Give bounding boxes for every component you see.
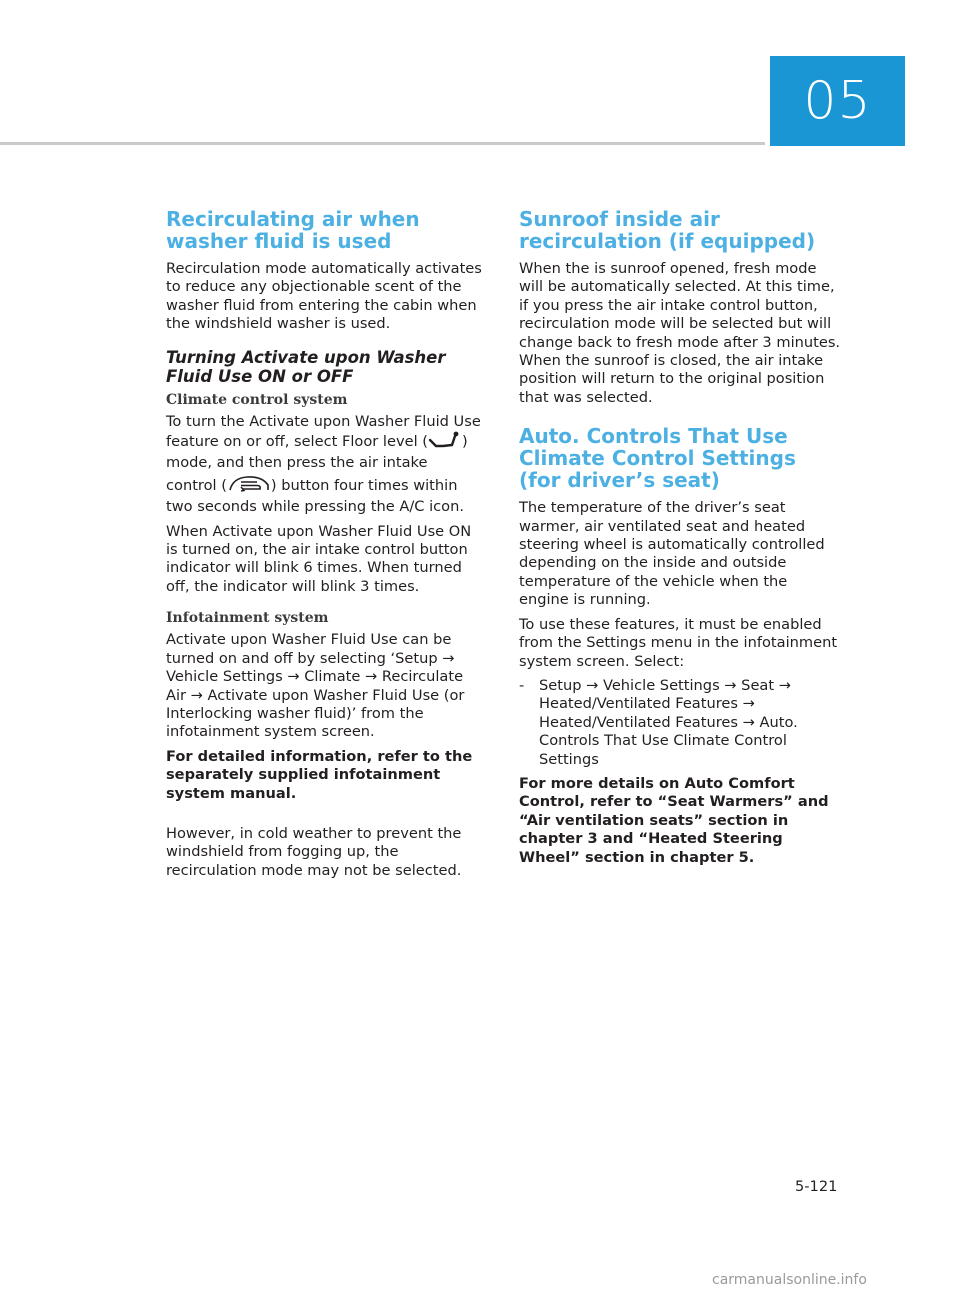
left-column: [166, 208, 482, 886]
page-number: 5-121: [795, 1178, 838, 1195]
floor-mode-icon: [428, 431, 462, 454]
air-intake-recirculation-icon: [227, 473, 271, 498]
list-item: [519, 677, 841, 769]
auto-controls-paragraph-2: To use these features, it must be enabled from the Settings menu in the infotainment system screen. Select:: [519, 615, 838, 670]
chapter-tab: 05: [770, 56, 905, 146]
section-heading-auto-controls: Auto. Controls That Use Climate Control Settings (for driver’s seat): [519, 424, 796, 493]
sunroof-paragraph: When the is sunroof opened, fresh mode will be automatically selected. At this time, if you press the air intake control button, recirculation mode will be selected but will change back to fresh mode after 3 minutes. When the sunroof is closed, the air intake position will return to the original position that was selected.: [519, 260, 841, 406]
watermark: carmanualsonline.info: [712, 1272, 867, 1288]
section-heading-sunroof: Sunroof inside air recirculation (if equipped): [519, 207, 816, 253]
list-dash: -: [519, 676, 525, 694]
auto-controls-note: For more details on Auto Comfort Control, refer to “Seat Warmers” and “Air ventilation seats” section in chapter 3 and “Heated Steering Wheel” section in chapter 5.: [519, 774, 829, 866]
climate-paragraph-2: When Activate upon Washer Fluid Use ON is turned on, the air intake control button indicator will blink 6 times. When turned off, the indicator will blink 3 times.: [166, 522, 472, 595]
cold-weather-note: However, in cold weather to prevent the windshield from fogging up, the recirculation mode may not be selected.: [166, 824, 462, 879]
infotainment-note: For detailed information, refer to the separately supplied infotainment system manual.: [166, 747, 473, 802]
climate-control-title: Climate control system: [166, 391, 348, 408]
header-rule: [0, 142, 765, 145]
infotainment-paragraph: Activate upon Washer Fluid Use can be turned on and off by selecting ‘Setup → Vehicle Settings → Climate → Recirculate Air → Activate upon Washer Fluid Use (or Interlocking washer fluid)’ from the infotainment system screen.: [166, 631, 465, 741]
section-heading-washer: Recirculating air when washer fluid is used: [166, 207, 420, 253]
infotainment-title: Infotainment system: [166, 610, 329, 627]
climate-paragraph-1: To turn the Activate upon Washer Fluid Use feature on or off, select Floor level ( ) mode, and then press the air intake control ( ) button four times within two seconds while pressing the A/C icon.: [166, 412, 481, 516]
subheading-activate: Turning Activate upon Washer Fluid Use ON or OFF: [166, 347, 446, 386]
list-item-text: Setup → Vehicle Settings → Seat → Heated/Ventilated Features → Heated/Ventilated Features → Auto. Controls That Use Climate Control Settings: [539, 676, 798, 768]
right-column: [519, 208, 841, 873]
auto-controls-paragraph-1: The temperature of the driver’s seat warmer, air ventilated seat and heated steering wheel is automatically controlled depending on the inside and outside temperature of the vehicle when the engine is running.: [519, 499, 825, 609]
washer-intro: Recirculation mode automatically activates to reduce any objectionable scent of the washer fluid from entering the cabin when the windshield washer is used.: [166, 260, 482, 333]
